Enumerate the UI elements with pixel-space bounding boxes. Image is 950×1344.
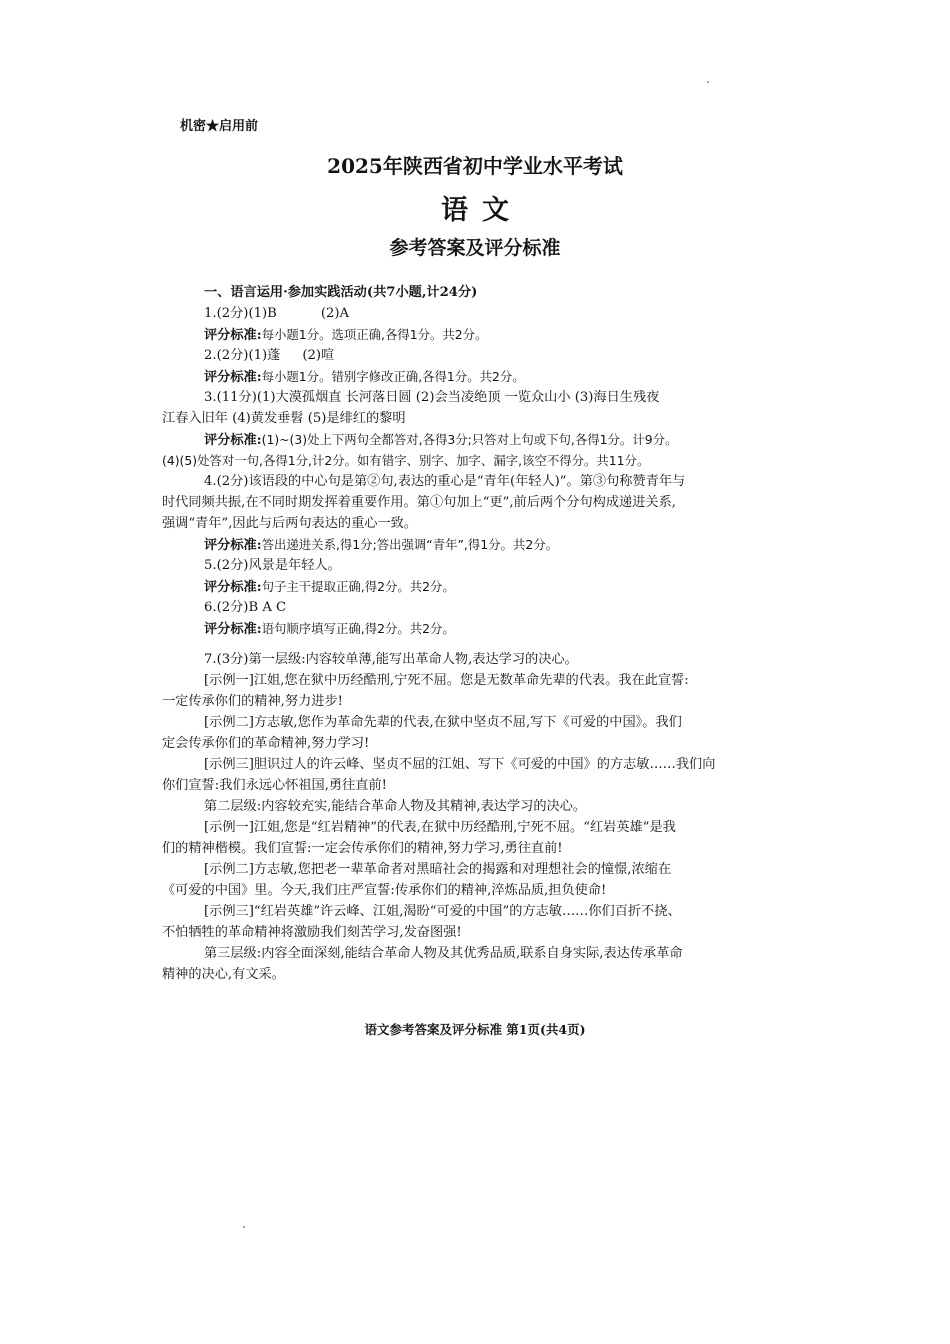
confidential-label: 机密★启用前 xyxy=(180,119,259,134)
document-subtitle: 参考答案及评分标准 xyxy=(389,237,561,259)
q7-example-4-line1: [示例一]江姐,您是“红岩精神”的代表,在狱中历经酷刑,宁死不屈。“红岩英雄”是我 xyxy=(204,820,676,835)
answer-q3-line2: 江春入旧年 (4)黄发垂髫 (5)是绯红的黎明 xyxy=(162,411,406,426)
criteria-label: 评分标准: xyxy=(204,433,262,448)
scan-speck xyxy=(243,1226,245,1228)
answer-q2-part2: (2)喧 xyxy=(302,348,335,363)
subject-title: 语文 xyxy=(441,195,523,226)
criteria-q5 xyxy=(162,576,802,597)
q7-level3-line1: 第三层级:内容全面深刻,能结合革命人物及其优秀品质,联系自身实际,表达传承革命 xyxy=(204,946,683,961)
criteria-q4 xyxy=(162,534,802,555)
criteria-text: 句子主干提取正确,得2分。共2分。 xyxy=(261,579,455,594)
criteria-label: 评分标准: xyxy=(204,580,262,595)
criteria-text: 每小题1分。选项正确,各得1分。共2分。 xyxy=(261,327,488,342)
criteria-q3-line2: (4)(5)处答对一句,各得1分,计2分。如有错字、别字、加字、漏字,该空不得分。共11分。 xyxy=(162,453,650,468)
criteria-label: 评分标准: xyxy=(204,622,262,637)
criteria-text: 每小题1分。错别字修改正确,各得1分。共2分。 xyxy=(261,369,525,384)
criteria-q3-line1 xyxy=(162,429,802,450)
scan-speck xyxy=(707,81,709,83)
criteria-label: 评分标准: xyxy=(204,538,262,553)
document-body xyxy=(162,282,802,985)
answer-q1-part2: (2)A xyxy=(320,306,350,321)
answer-q2 xyxy=(162,345,802,366)
q7-example-3-line1: [示例三]胆识过人的许云峰、坚贞不屈的江姐、写下《可爱的中国》的方志敏……我们向 xyxy=(204,757,716,772)
criteria-label: 评分标准: xyxy=(204,370,262,385)
criteria-text: (1)~(3)处上下两句全都答对,各得3分;只答对上句或下句,各得1分。计9分。 xyxy=(261,432,678,447)
criteria-label: 评分标准: xyxy=(204,328,262,343)
q7-example-2-line1: [示例二]方志敏,您作为革命先辈的代表,在狱中坚贞不屈,写下《可爱的中国》。我们 xyxy=(204,715,682,730)
q7-example-4-line2: 们的精神楷模。我们宣誓:一定会传承你们的精神,努力学习,勇往直前! xyxy=(162,841,563,856)
q7-level3-line2: 精神的决心,有文采。 xyxy=(162,967,285,982)
q7-example-2-line2: 定会传承你们的革命精神,努力学习! xyxy=(162,736,370,751)
answer-q6: 6.(2分)B A C xyxy=(204,600,287,615)
answer-q1-part1: 1.(2分)(1)B xyxy=(204,306,277,321)
criteria-text: 语句顺序填写正确,得2分。共2分。 xyxy=(261,621,455,636)
criteria-q2 xyxy=(162,366,802,387)
q7-example-5-line1: [示例二]方志敏,您把老一辈革命者对黑暗社会的揭露和对理想社会的憧憬,浓缩在 xyxy=(204,862,672,877)
q7-example-6-line1: [示例三]“红岩英雄”许云峰、江姐,渴盼“可爱的中国”的方志敏……你们百折不挠、 xyxy=(204,904,681,919)
q7-example-1-line1: [示例一]江姐,您在狱中历经酷刑,宁死不屈。您是无数革命先辈的代表。我在此宣誓: xyxy=(204,673,689,688)
answer-q2-part1: 2.(2分)(1)蓬 xyxy=(204,348,281,363)
section-heading: 一、语言运用·参加实践活动(共7小题,计24分) xyxy=(204,285,478,300)
q7-example-6-line2: 不怕牺牲的革命精神将激励我们刻苦学习,发奋图强! xyxy=(162,925,462,940)
q7-level2: 第二层级:内容较充实,能结合革命人物及其精神,表达学习的决心。 xyxy=(204,799,587,814)
criteria-q1 xyxy=(162,324,802,345)
criteria-text: 答出递进关系,得1分;答出强调“青年”,得1分。共2分。 xyxy=(261,537,558,552)
answer-q7-level1: 7.(3分)第一层级:内容较单薄,能写出革命人物,表达学习的决心。 xyxy=(204,652,578,667)
q7-example-3-line2: 你们宣誓:我们永远心怀祖国,勇往直前! xyxy=(162,778,387,793)
q7-example-1-line2: 一定传承你们的精神,努力进步! xyxy=(162,694,343,709)
answer-q4-line3: 强调“青年”,因此与后两句表达的重心一致。 xyxy=(162,516,418,531)
answer-q4-line1: 4.(2分)该语段的中心句是第②句,表达的重心是“青年(年轻人)”。第③句称赞青年与 xyxy=(204,474,686,489)
exam-title: 2025年陕西省初中学业水平考试 xyxy=(327,154,623,178)
answer-q3-line1: 3.(11分)(1)大漠孤烟直 长河落日圆 (2)会当凌绝顶 一览众山小 (3)海日生残夜 xyxy=(204,390,660,405)
page-footer: 语文参考答案及评分标准 第1页(共4页) xyxy=(364,1022,586,1037)
q7-example-5-line2: 《可爱的中国》里。今天,我们庄严宣誓:传承你们的精神,淬炼品质,担负使命! xyxy=(162,883,607,898)
criteria-q6 xyxy=(162,618,802,639)
answer-q1 xyxy=(162,303,802,324)
answer-q5: 5.(2分)风景是年轻人。 xyxy=(204,558,341,573)
answer-q4-line2: 时代同频共振,在不同时期发挥着重要作用。第①句加上“更”,前后两个分句构成递进关系, xyxy=(162,495,676,510)
